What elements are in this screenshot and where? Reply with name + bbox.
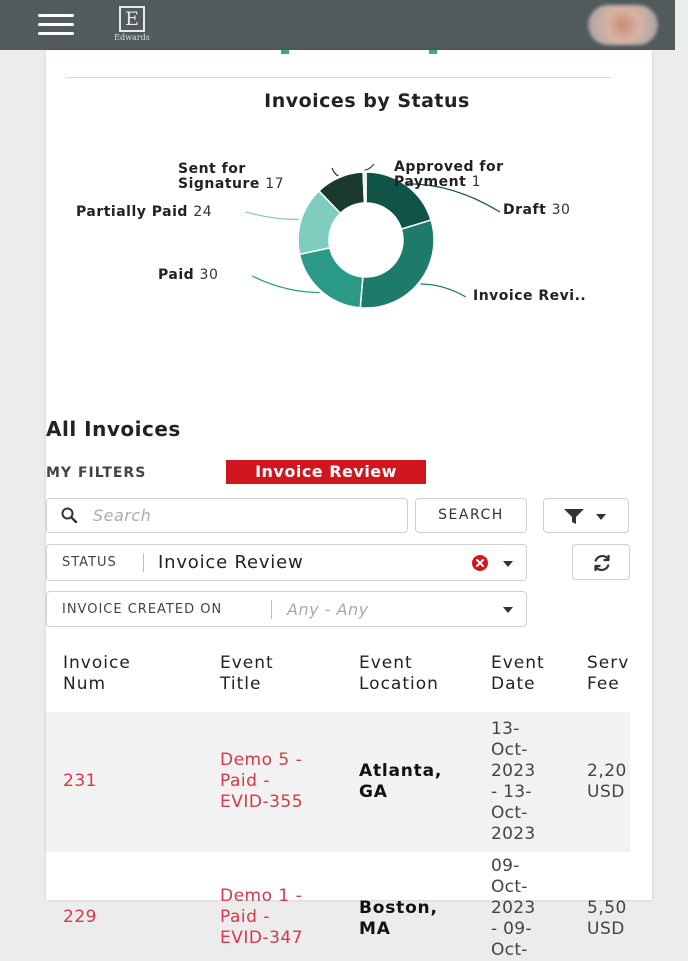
column-header-service-fee[interactable]: Serv Fee [587, 653, 630, 694]
user-avatar[interactable] [588, 5, 658, 45]
refresh-icon [592, 554, 612, 572]
table-row[interactable] [46, 712, 630, 852]
column-header-event-location[interactable]: Event Location [359, 653, 439, 694]
top-app-bar [0, 0, 675, 50]
search-placeholder: Search [93, 506, 152, 525]
chevron-down-icon [596, 514, 606, 520]
donut-slice-approved-for-payment[interactable] [363, 172, 366, 203]
invoice-created-on-filter[interactable] [46, 591, 527, 627]
invoice-number-link[interactable]: 231 [63, 771, 97, 791]
status-filter-field[interactable] [46, 544, 527, 581]
column-header-event-title[interactable]: Event Title [220, 653, 274, 694]
saved-filter-invoice-review[interactable]: Invoice Review [226, 460, 426, 484]
donut-slice-paid[interactable] [300, 248, 363, 308]
company-logo[interactable] [110, 6, 154, 44]
date-filter-label: INVOICE CREATED ON [62, 602, 223, 617]
column-header-invoice-num[interactable]: Invoice Num [63, 653, 131, 694]
label-paid: Paid 30 [158, 267, 219, 283]
logo-text: Edwards [114, 33, 150, 42]
event-location: Atlanta, GA [359, 761, 443, 802]
service-fee: 2,20 USD [587, 761, 627, 802]
leader-line-invoice-revi [420, 284, 466, 297]
filter-icon [564, 509, 584, 524]
event-date: 13- Oct- 2023 - 13- Oct- 2023 [491, 719, 536, 844]
leader-line-approved-for-payment [365, 164, 374, 170]
field-separator [143, 553, 144, 572]
chart-title: Invoices by Status [264, 90, 470, 112]
column-header-event-date[interactable]: Event Date [491, 653, 545, 694]
search-input[interactable] [46, 498, 408, 533]
event-location: Boston, MA [359, 898, 438, 939]
filter-dropdown-button[interactable] [543, 498, 629, 533]
search-button[interactable]: SEARCH [415, 498, 527, 533]
field-separator [271, 600, 272, 619]
clear-icon[interactable] [472, 555, 488, 571]
main-card [46, 50, 652, 960]
my-filters-label: MY FILTERS [46, 465, 147, 481]
search-icon [61, 507, 77, 523]
leader-line-sent-for-signature [332, 168, 339, 176]
service-fee: 5,50 USD [587, 898, 627, 939]
label-partially-paid: Partially Paid 24 [76, 204, 213, 220]
event-date: 09- Oct- 2023 - 09- Oct- [491, 856, 536, 960]
all-invoices-title: All Invoices [46, 417, 181, 441]
leader-line-partially-paid [246, 212, 299, 220]
hamburger-icon[interactable] [38, 14, 74, 38]
invoice-number-link[interactable]: 229 [63, 907, 97, 927]
event-title-link[interactable]: Demo 5 - Paid - EVID-355 [220, 750, 304, 812]
status-filter-value: Invoice Review [158, 552, 304, 573]
refresh-button[interactable] [572, 544, 630, 580]
date-filter-value: Any - Any [287, 600, 369, 619]
event-title-link[interactable]: Demo 1 - Paid - EVID-347 [220, 886, 304, 948]
donut-slice-invoice-revi[interactable] [360, 220, 434, 308]
status-filter-label: STATUS [62, 555, 117, 570]
label-invoice-review: Invoice Revi.. [473, 288, 587, 304]
label-approved-for-payment: Approved for Payment 1 [394, 159, 504, 190]
label-sent-for-signature: Sent for Signature 17 [178, 161, 285, 192]
logo-letter: E [119, 6, 145, 32]
chevron-down-icon[interactable] [503, 607, 513, 613]
label-draft: Draft 30 [503, 202, 571, 218]
chevron-down-icon[interactable] [503, 561, 513, 567]
